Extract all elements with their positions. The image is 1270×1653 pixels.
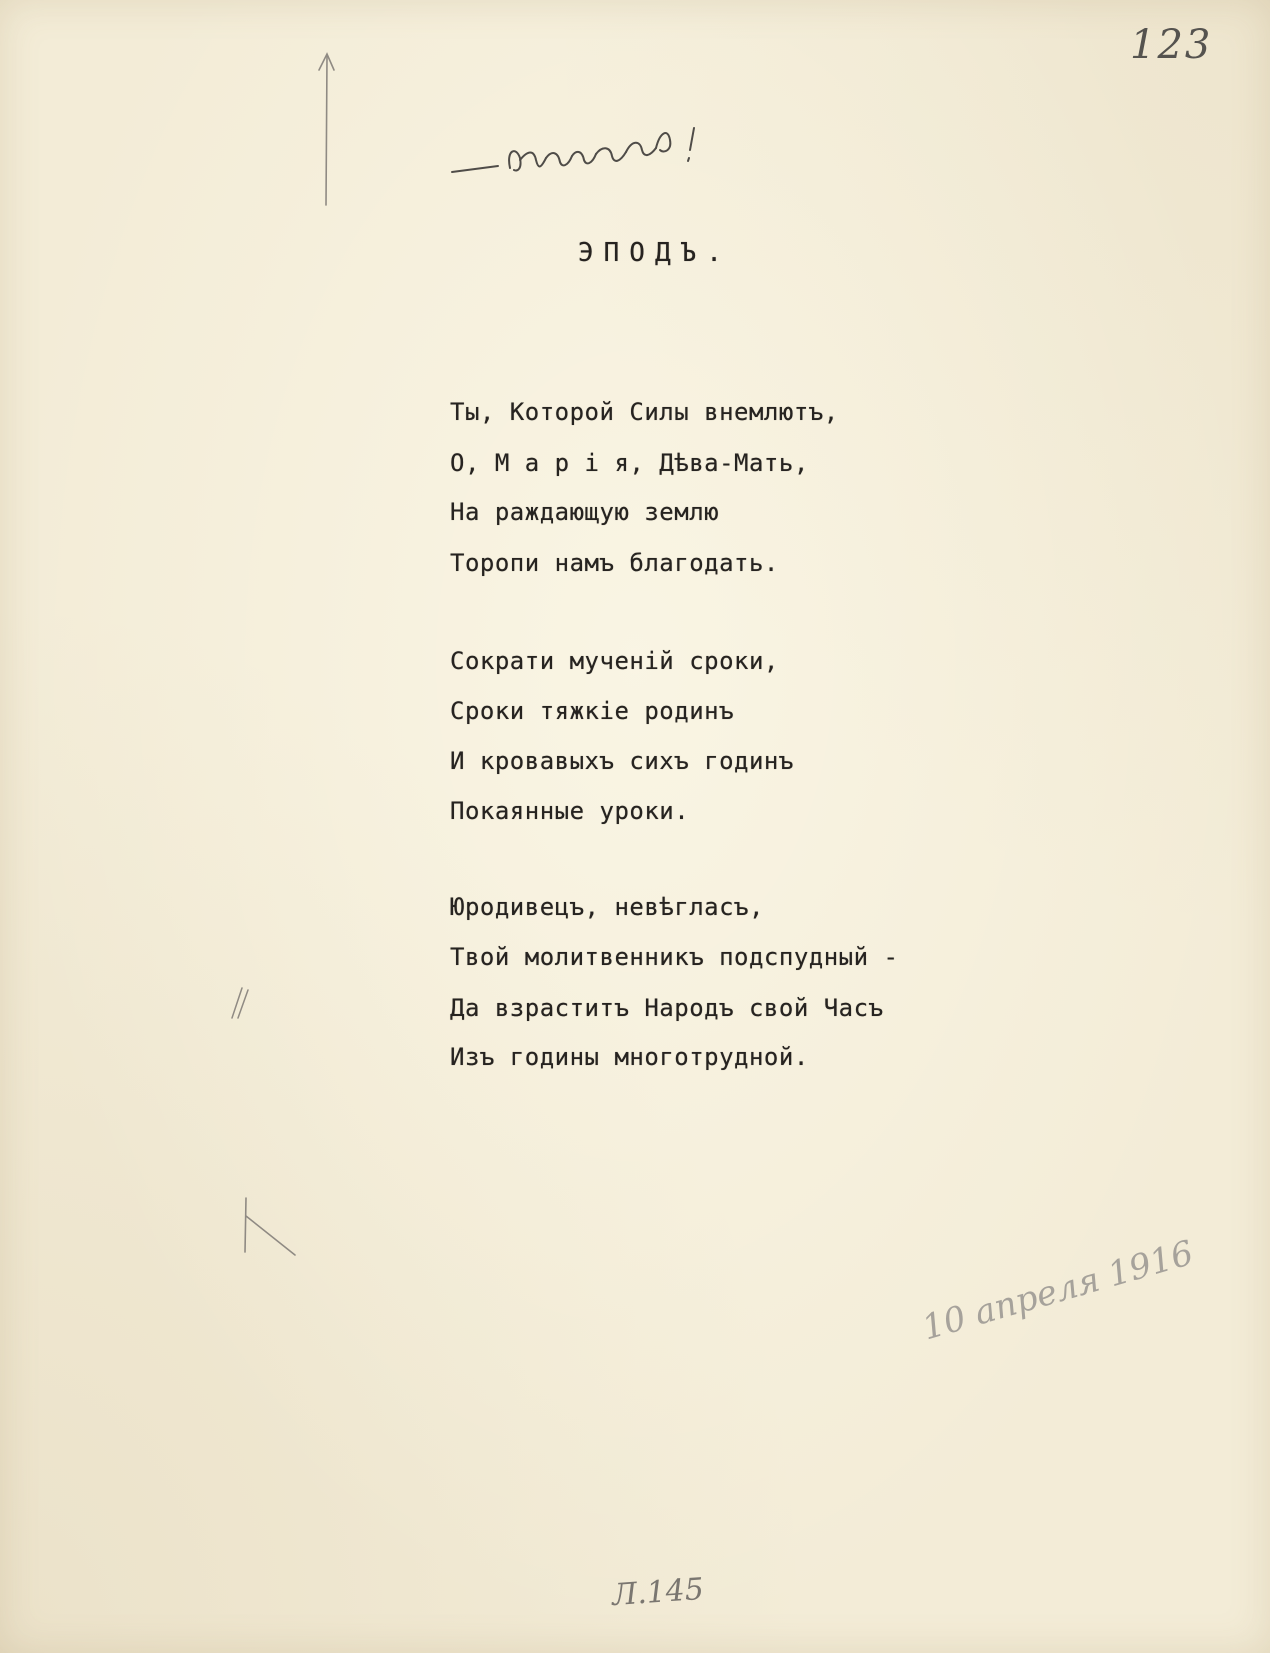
poem-line: И кровавыхъ сихъ годинъ <box>450 747 794 775</box>
pencil-double-tick-mark <box>232 988 248 1018</box>
poem-line: Торопи намъ благодать. <box>450 549 779 577</box>
pencil-arrow-mark <box>319 54 334 205</box>
poem-line: Сократи мученій сроки, <box>450 647 779 675</box>
poem-line: Твой молитвенникъ подспудный - <box>450 943 899 971</box>
pencil-corner-mark <box>245 1198 295 1255</box>
poem-line: Ты, Которой Силы внемлютъ, <box>450 398 839 426</box>
poem-line: Да взраститъ Народъ свой Часъ <box>450 994 884 1022</box>
folio-number: 123 <box>1130 22 1213 68</box>
pencil-date-note: 10 апреля 1916 <box>918 1232 1198 1349</box>
poem-title: ЭПОДЪ. <box>578 238 732 268</box>
poem-line: Юродивецъ, невѣгласъ, <box>450 893 764 921</box>
archive-sheet-number: Л.145 <box>610 1571 705 1614</box>
poem-line: Покаянные уроки. <box>450 797 690 825</box>
poem-line: Изъ годины многотрудной. <box>450 1043 809 1071</box>
poem-line: Сроки тяжкіе родинъ <box>450 697 735 725</box>
handwritten-cancel-note <box>452 128 694 172</box>
poem-line: На раждающую землю <box>450 498 720 526</box>
poem-line: О, М а р і я, Дѣва-Мать, <box>450 449 809 477</box>
